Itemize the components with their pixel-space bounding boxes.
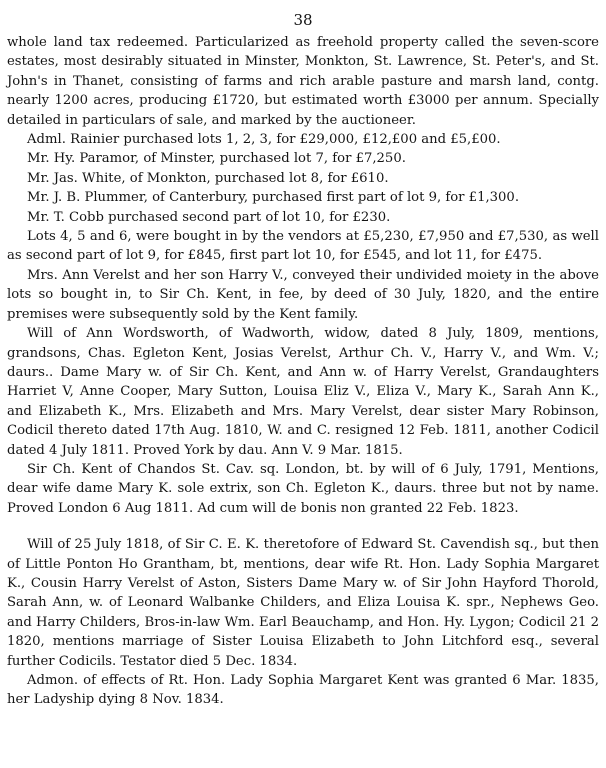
paragraph-paramor-purchase: Mr. Hy. Paramor, of Minster, purchased lot 7, for £7,250.: [27, 151, 406, 167]
paragraph-white-purchase: Mr. Jas. White, of Monkton, purchased lot 8, for £610.: [27, 170, 389, 186]
paragraph-lady-sophia-admon: Admon. of effects of Rt. Hon. Lady Sophia Margaret Kent was granted 6 Mar. 1835, her Ladyship dying 8 Nov. 1834.: [7, 673, 599, 708]
paragraph-verelst-conveyance: Mrs. Ann Verelst and her son Harry V., conveyed their undivided moiety in the above lots so bought in, to Sir Ch. Kent, in fee, by deed of 30 July, 1820, and the entire premises were subsequently sold by the Kent family.: [7, 267, 599, 322]
paragraph-cobb-purchase: Mr. T. Cobb purchased second part of lot 10, for £230.: [27, 209, 391, 225]
page-number: 38: [293, 11, 313, 29]
paragraph-plummer-purchase: Mr. J. B. Plummer, of Canterbury, purchased first part of lot 9, for £1,300.: [27, 190, 520, 206]
paragraph-wordsworth-will: Will of Ann Wordsworth, of Wadworth, widow, dated 8 July, 1809, mentions, grandsons, Chas. Egleton Kent, Josias Verelst, Arthur Ch. V., Harry V., and Wm. V.; daurs.. Dame Mary w. of Sir Ch. Kent, and Ann w. of Harry Verelst, Grandaughters Harriet V, Anne Cooper, Mary Sutton, Louisa Eliz V., Eliza V., Mary K., Sarah Ann K., and Elizabeth K., Mrs. Elizabeth and Mrs. Mary Verelst, dear sister Mary Robinson, Codicil thereto dated 17th Aug. 1810, W. and C. resigned 12 Feb. 1811, another Codicil dated 4 July 1811. Proved York by dau. Ann V. 9 Mar. 1815.: [7, 326, 599, 458]
paragraph-lots-bought-in: Lots 4, 5 and 6, were bought in by the vendors at £5,230, £7,950 and £7,530, as well as second part of lot 9, for £845, first part lot 10, for £545, and lot 11, for £475.: [7, 229, 599, 264]
paragraph-kent-will-1791: Sir Ch. Kent of Chandos St. Cav. sq. London, bt. by will of 6 July, 1791, Mentions, dear wife dame Mary K. sole extrix, son Ch. Egleton K., daurs. three but not by name. Proved London 6 Aug 1811. Ad cum will de bonis non granted 22 Feb. 1823.: [7, 461, 599, 516]
document-body: [7, 33, 599, 710]
paragraph-rainier-purchase: Adml. Rainier purchased lots 1, 2, 3, for £29,000, £12,£00 and £5,£00.: [27, 132, 501, 148]
paragraph-land-tax: whole land tax redeemed. Particularized as freehold property called the seven-score estates, most desirably situated in Minster, Monkton, St. Lawrence, St. Peter's, and St. John's in Thanet, consisting of farms and rich arable pasture and marsh land, contg. nearly 1200 acres, producing £1720, but estimated worth £3000 per annum. Specially detailed in particulars of sale, and marked by the auctioneer.: [7, 35, 599, 128]
paragraph-kent-will-1818: Will of 25 July 1818, of Sir C. E. K. theretofore of Edward St. Cavendish sq., but then of Little Ponton Ho Grantham, bt, mentions, dear wife Rt. Hon. Lady Sophia Margaret K., Cousin Harry Verelst of Aston, Sisters Dame Mary w. of Sir John Hayford Thorold, Sarah Ann, w. of Leonard Walbanke Childers, and Eliza Louisa K. spr., Nephews Geo. and Harry Childers, Bros-in-law Wm. Earl Beauchamp, and Hon. Hy. Lygon; Codicil 21 2 1820, mentions marriage of Sister Louisa Elizabeth to John Litchford esq., several further Codicils. Testator died 5 Dec. 1834.: [7, 537, 599, 669]
